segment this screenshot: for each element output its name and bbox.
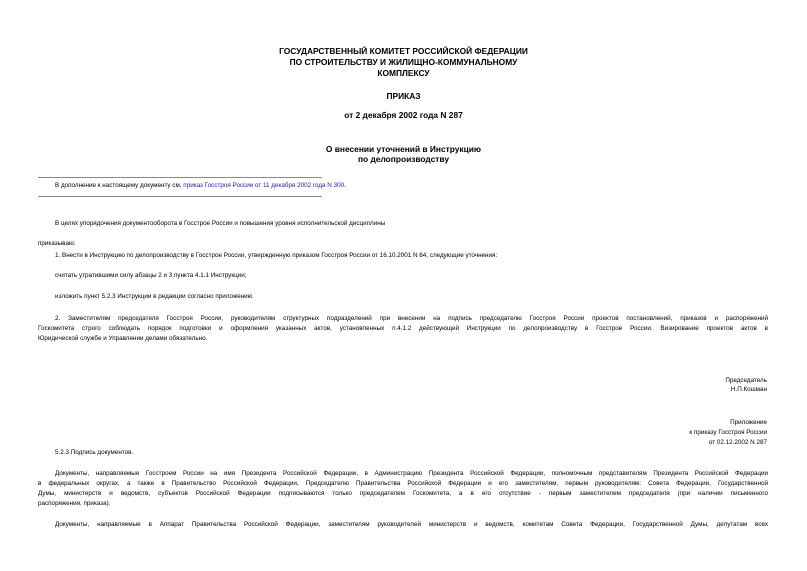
note-rule-top: [38, 177, 322, 178]
org-name-line-1: ГОСУДАРСТВЕННЫЙ КОМИТЕТ РОССИЙСКОЙ ФЕДЕРАЦИИ: [279, 46, 528, 56]
note-rule-bottom: [38, 196, 322, 197]
reference-note-suffix: .: [344, 182, 346, 189]
appendix-label: Приложение: [730, 419, 767, 426]
item-2-line-3: Юридической службе и Управлении делами обязательно.: [38, 335, 208, 342]
reference-note: [55, 181, 346, 191]
item-1-subitem-a: считать утратившими силу абзацы 2 и 3 пункта 4.1.1 Инструкции;: [55, 272, 247, 279]
reference-link[interactable]: приказ Госстроя России от 11 декабря 2002 года N 300: [183, 182, 345, 189]
item-1-subitem-b: изложить пункт 5.2.3 Инструкции в редакции согласно приложению: [55, 293, 253, 300]
org-name-line-3: КОМПЛЕКСУ: [377, 68, 430, 78]
item-2-line-2: Госкомитета строго соблюдать порядок подготовки и оформления указанных актов, установленных п.4.1.2 действующей Инструкции по делопроизводству в Госстрое России. Визирование проектов актов в: [38, 325, 768, 332]
order-word: приказываю:: [38, 240, 76, 247]
org-name-line-2: ПО СТРОИТЕЛЬСТВУ И ЖИЛИЩНО-КОММУНАЛЬНОМУ: [289, 57, 518, 67]
document-title-line-1: О внесении уточнений в Инструкцию: [325, 144, 482, 154]
document-title-line-2: по делопроизводству: [357, 154, 449, 164]
intro-paragraph: В целях упорядочения документооборота в Госстрое России и повышения уровня исполнительской дисциплины: [55, 220, 386, 227]
section-heading: 5.2.3 Подпись документов.: [55, 449, 134, 456]
section-para-1-line-1: Документы, направляемые Госстроем России на имя Президента Российской Федерации, в Администрацию Президента Российской Федерации, полномочным представителям Президента Российской Федерации: [55, 470, 768, 477]
signatory-name: Н.П.Кошман: [730, 386, 767, 393]
section-para-1-line-3: Думы, министерств и ведомств, субъектов Российской Федерации подписываются только председателем Госкомитета, а в его отсутствие - первым заместителем председателя (при наличии письменного: [38, 490, 768, 497]
item-2-line-1: 2. Заместителям председателя Госстроя России, руководителям структурных подразделений при внесении на подпись председателю Госстроя России проектов постановлений, приказов и распоряжений: [55, 315, 768, 322]
reference-note-prefix: В дополнение к настоящему документу см.: [55, 182, 184, 189]
appendix-reference: к приказу Госстроя России: [689, 429, 767, 436]
section-para-1-line-2: в федеральных округах, а также в Правительство Российской Федерации, Председателю Правительства Российской Федерации и его заместителям, первым руководителям: Совета Федерации, Государственной: [38, 480, 768, 487]
item-1: 1. Внести в Инструкцию по делопроизводству в Госстрое России, утвержденную приказом Госстроя России от 16.10.2001 N 64, следующие уточнения:: [55, 252, 498, 259]
document-type: ПРИКАЗ: [386, 91, 421, 101]
signatory-role: Председатель: [725, 377, 767, 384]
document-date: от 2 декабря 2002 года N 287: [344, 110, 463, 120]
appendix-date: от 02.12.2002 N 287: [708, 439, 767, 446]
section-para-2-line-1: Документы, направляемые в Аппарат Правительства Российской Федерации, заместителям руководителей министерств и ведомств, комитетам Совета Федерации, Государственной Думы, депутатам всех: [55, 521, 768, 528]
section-para-1-line-4: распоряжения, приказа).: [38, 500, 111, 507]
